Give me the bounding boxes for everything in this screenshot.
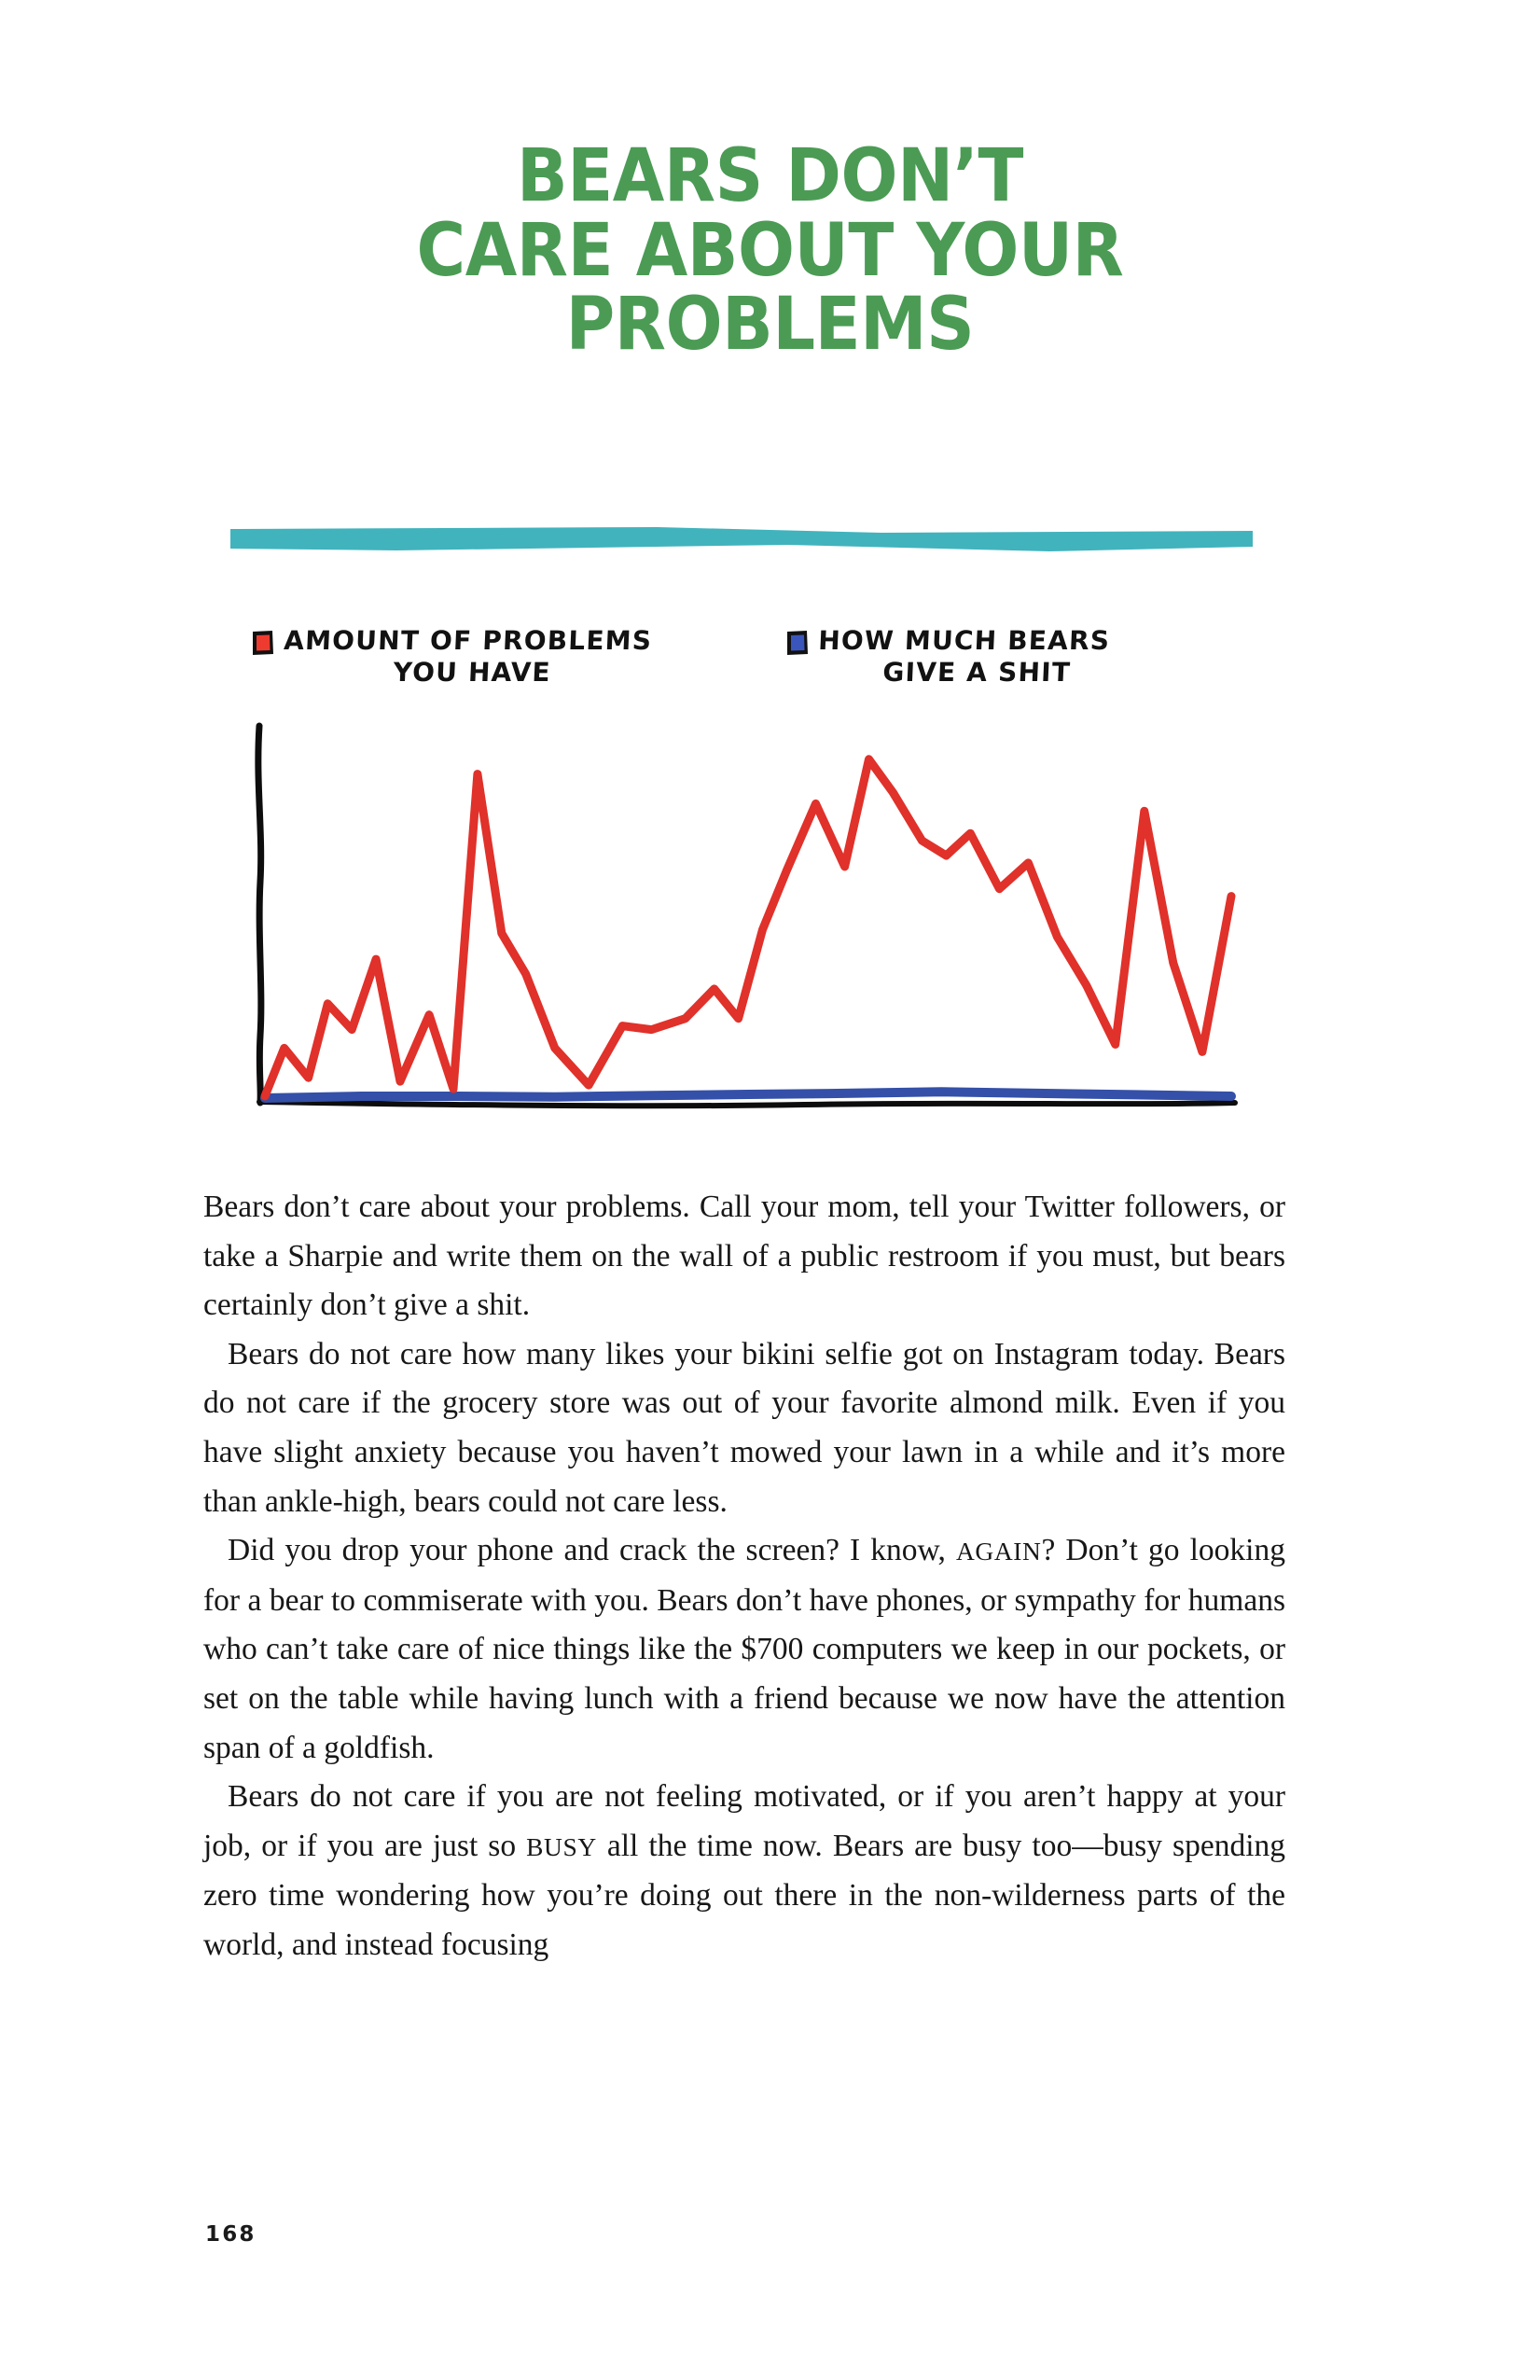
paragraph-4-part-a: Bears do not care if you are not feeling motivated, or if you aren’t happy at your job, or if you are just so <box>203 1779 1285 1863</box>
paragraph-1: Bears don’t care about your problems. Call your mom, tell your Twitter followers, or take a Sharpie and write them on the wall of a public restroom if you must, but bears certainly don’t give a shit. <box>203 1190 1285 1323</box>
chart-legend <box>250 625 1257 709</box>
page-title <box>0 134 1540 368</box>
paragraph-3 <box>203 1526 1285 1773</box>
legend-label-problems <box>282 625 653 689</box>
paragraph-4-smallcaps: BUSY <box>526 1832 597 1861</box>
legend-label-bears-line2: GIVE A SHIT <box>881 657 1072 689</box>
paragraph-2: Bears do not care how many likes your bikini selfie got on Instagram today. Bears do not care if the grocery store was out of your favorite almond milk. Even if you have slight anxiety because you haven’t mowed your lawn in a while and it’s more than ankle-high, bears could not care less. <box>203 1336 1285 1519</box>
title-line-1: BEARS DON’T <box>517 134 1023 218</box>
chart-series-bears <box>265 1092 1231 1098</box>
title-line-3: PROBLEMS <box>565 283 975 368</box>
chart-x-axis <box>259 1102 1235 1106</box>
legend-entry-bears <box>784 625 1111 689</box>
legend-label-bears <box>816 625 1111 689</box>
page-number: 168 <box>205 2222 257 2247</box>
legend-label-problems-line1: AMOUNT OF PROBLEMS <box>283 625 653 656</box>
legend-swatch-blue-icon <box>784 629 810 657</box>
paragraph-4-part-b: all the time now. Bears are busy too—busy spending zero time wondering how you’re doing out there in the non-wilderness parts of the world, and instead focusing <box>203 1828 1285 1962</box>
paragraph-3-part-b: ? Don’t go looking for a bear to commiserate with you. Bears don’t have phones, or sympathy for humans who can’t take care of nice things like the $700 computers we keep in our pockets, or set on the table while having lunch with a friend because we now have the attention span of a goldfish. <box>203 1533 1285 1765</box>
chart-series-problems <box>265 759 1231 1096</box>
chart-y-axis <box>258 726 261 1103</box>
body-text <box>203 1183 1285 1970</box>
legend-label-problems-line2: YOU HAVE <box>392 657 552 689</box>
paragraph-3-smallcaps: AGAIN <box>955 1538 1042 1566</box>
legend-swatch-red-icon <box>250 629 275 657</box>
paragraph-3-part-a: Did you drop your phone and crack the screen? I know, <box>228 1533 956 1568</box>
paragraph-4 <box>203 1773 1285 1969</box>
legend-label-bears-line1: HOW MUCH BEARS <box>817 625 1111 656</box>
teal-divider-rule <box>229 522 1255 560</box>
title-line-2: CARE ABOUT YOUR <box>416 208 1124 293</box>
line-chart <box>244 718 1252 1115</box>
legend-entry-problems <box>250 625 653 689</box>
